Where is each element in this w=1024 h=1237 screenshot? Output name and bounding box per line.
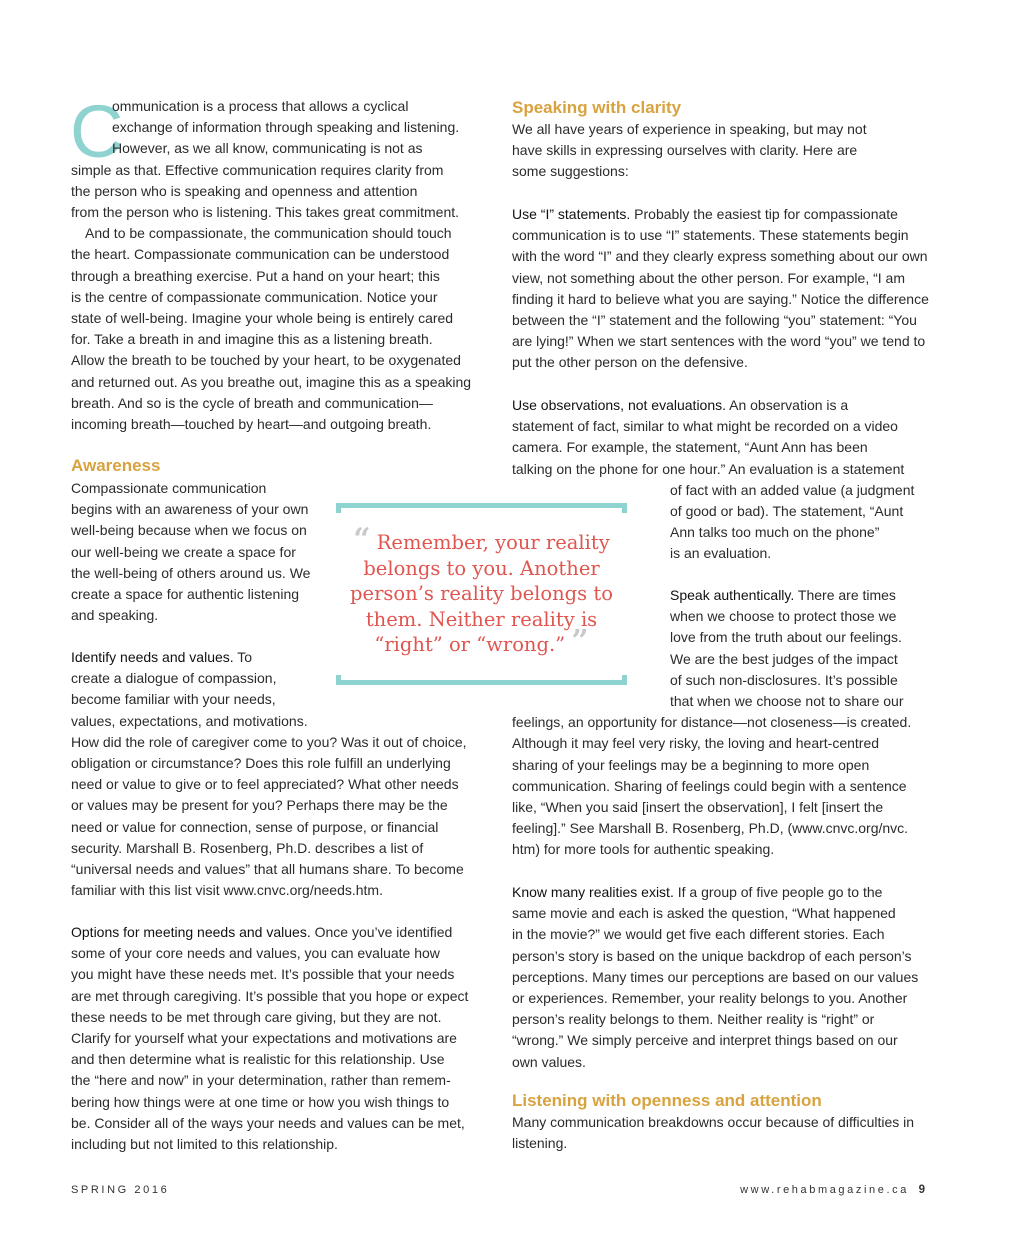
listening-heading: Listening with openness and attention bbox=[512, 1091, 822, 1110]
identify-paragraph: Identify needs and values. To create a dialogue of compassion, become familiar with your needs, values, expectations, and motivations. How did the role of caregiver come to you? Was it out of choice, obligation or circumstance? Does this role fulfill an underlying need or value to give or to feel appreciated? What other needs or values may be present for you? Perhaps there may be the need or value for connection, sense of purpose, or financial security. Marshall B. Rosenberg, Ph.D. describes a list of “universal needs and values” that all humans share. To become familiar with this list visit www.cnvc.org/needs.htm. bbox=[71, 649, 467, 899]
i-statements-paragraph: Use “I” statements. Probably the easiest tip for compassionate communication is to use “I” statements. These statements begin with the word “I” and they clearly express something about our own view, not something about the other person. For example, “I am finding it hard to believe what you are saying.” Notice the difference between the “I” statement and the following “you” statement: “You are lying!” When we start sentences with the word “you” we tend to put the other person on the defensive. bbox=[512, 206, 929, 371]
listening-paragraph: Many communication breakdowns occur because of difficulties in listening. bbox=[512, 1114, 915, 1152]
open-quote-icon: “ bbox=[353, 522, 371, 557]
drop-cap: C bbox=[70, 90, 124, 173]
realities-lead: Know many realities exist. bbox=[512, 884, 674, 900]
pull-quote-top-bracket bbox=[336, 503, 627, 513]
observations-paragraph: Use observations, not evaluations. An observation is a statement of fact, similar to what might be recorded on a video camera. For example, the statement, “Aunt Ann has been talking on the phone for one hour.” An evaluation is a statement of fact with an added value (a judgment of good or bad). The statement, “Aunt Ann talks too much on the phone” is an evaluation. bbox=[512, 397, 915, 562]
intro-paragraph: ommunication is a process that allows a cyclical exchange of information through speaking and listening. However, as we all know, communicating is not as simple as that. Effective communication requires clarity from the person who is speaking and openness and attention from the person who is listening. This takes great commitment. And to be compassionate, the communication should touch the heart. Compassionate communication can be understood through a breathing exercise. Put a hand on your heart; this is the centre of compassionate communication. Notice your state of well-being. Imagine your whole being is entirely cared for. Take a breath in and imagine this as a listening breath. Allow the breath to be touched by your heart, to be oxygenated and returned out. As you breathe out, imagine this as a speaking breath. And so is the cycle of breath and communication— incoming breath—touched by heart—and outgoing breath. bbox=[71, 98, 472, 433]
close-quote-icon: ” bbox=[571, 624, 589, 659]
observations-lead: Use observations, not evaluations. bbox=[512, 397, 727, 413]
options-paragraph: Options for meeting needs and values. Once you’ve identified some of your core needs and values, you can evaluate how you might have these needs met. It’s possible that your needs are met through caregiving. It’s possible that you hope or expect these needs to be met through care giving, but they are not. Clarify for yourself what your expectations and motivations are and then determine what is realistic for this relationship. Use the “here and now” in your determination, rather than remem- bering how things were at one time or how you wish things to be. Consider all of the ways your needs and values can be met, including but not limited to this relationship. bbox=[71, 924, 469, 1153]
awareness-heading: Awareness bbox=[71, 456, 161, 475]
authentic-paragraph: Speak authentically. There are times when we choose to protect those we love from the truth about our feelings. We are the best judges of the impact of such non-disclosures. It’s possible that when we choose not to share our feelings, an opportunity for distance—not closeness—is created. Although it may feel very risky, the loving and heart-centred sharing of your feelings may be a beginning to more open communication. Sharing of feelings could begin with a sentence like, “When you said [insert the observation], I felt [insert the feeling].” See Marshall B. Rosenberg, Ph.D, (www.cnvc.org/nvc. htm) for more tools for authentic speaking. bbox=[512, 587, 912, 858]
i-statements-lead: Use “I” statements. bbox=[512, 206, 631, 222]
options-lead: Options for meeting needs and values. bbox=[71, 924, 311, 940]
awareness-paragraph: Compassionate communication begins with an awareness of your own well-being because when we focus on our well-being we create a space for the well-being of others around us. We create a space for authentic listening and speaking. bbox=[71, 480, 311, 624]
pull-quote-bottom-bracket bbox=[336, 675, 627, 685]
authentic-lead: Speak authentically. bbox=[670, 587, 795, 603]
page-number: 9 bbox=[918, 1184, 925, 1196]
footer-website: www.rehabmagazine.ca bbox=[740, 1184, 909, 1196]
clarity-heading: Speaking with clarity bbox=[512, 98, 682, 117]
clarity-paragraph: We all have years of experience in speaking, but may not have skills in expressing ourselves with clarity. Here are some suggestions: bbox=[512, 121, 867, 180]
realities-paragraph: Know many realities exist. If a group of five people go to the same movie and each is asked the question, “What happened in the movie?” we would get five each different stories. Each person’s story is based on the unique backdrop of each person’s perceptions. Many times our perceptions are based on our values or experiences. Remember, your reality belongs to you. Another person’s reality belongs to them. Neither reality is “right” or “wrong.” We simply perceive and interpret things based on our own values. bbox=[512, 884, 919, 1070]
footer-issue: SPRING 2016 bbox=[71, 1184, 170, 1196]
footer-right bbox=[740, 1184, 925, 1196]
identify-lead: Identify needs and values. bbox=[71, 649, 234, 665]
pull-quote bbox=[336, 503, 627, 685]
pull-quote-text: “ Remember, your reality belongs to you. Another person’s reality belongs to them. Neither reality is “right” or “wrong.” ” bbox=[350, 522, 613, 659]
